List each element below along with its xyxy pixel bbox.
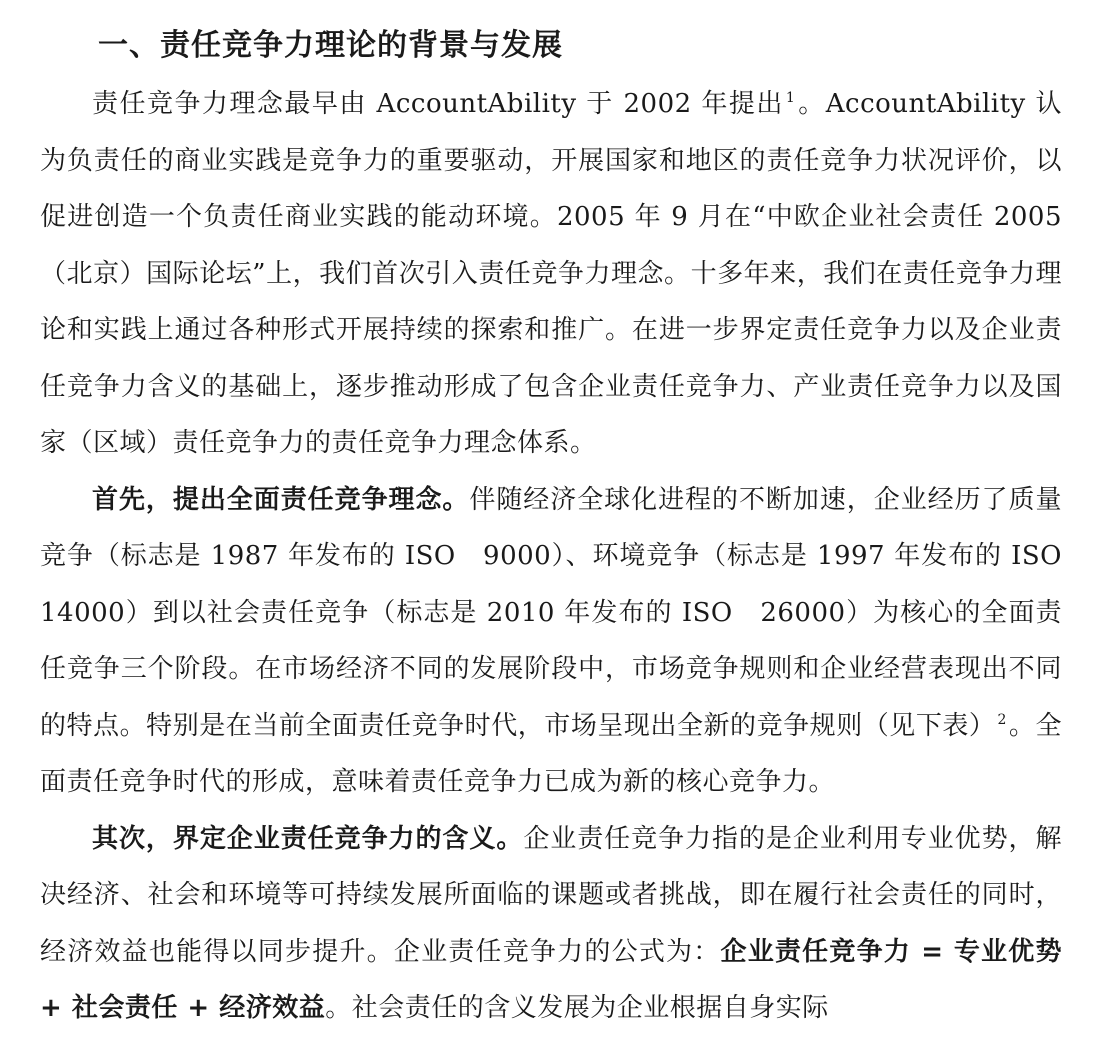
paragraph-3-text-a: 企业责任竞争力指的是企业利用专业优势，解决经济、社会和环境等可持续发展所面临的课题或者挑战，即在履行社会责任的同时，经济效益也能得以同步提升。企业责任竞争力的公式为：: [40, 823, 1062, 967]
paragraph-2-lead: 首先，提出全面责任竞争理念。: [92, 484, 470, 515]
paragraph-3: [40, 811, 1062, 1037]
paragraph-2-text-b: 。全面责任竞争时代的形成，意味着责任竞争力已成为新的核心竞争力。: [40, 710, 1062, 797]
paragraph-2: [40, 472, 1089, 811]
footnote-ref-1[interactable]: 1: [785, 90, 796, 106]
paragraph-1-text-a: 责任竞争力理念最早由 AccountAbility 于 2002 年提出: [92, 89, 784, 119]
formula-text: 企业责任竞争力 = 专业优势 + 社会责任 + 经济效益: [40, 936, 1062, 1023]
section-heading: 一、责任竞争力理论的背景与发展: [98, 28, 563, 63]
paragraph-1-text-b: 。AccountAbility 认为负责任的商业实践是竞争力的重要驱动，开展国家和地区的责任竞争力状况评价，以促进创造一个负责任商业实践的能动环境。2005 年 9 月在“中欧企业社会责任 2005（北京）国际论坛”上，我们首次引入责任竞争力理念。十多年来，我们在责任竞争力理论和实践上通过各种形式开展持续的探索和推广。在进一步界定责任竞争力以及企业责任竞争力含义的基础上，逐步推动形成了包含企业责任竞争力、产业责任竞争力以及国家（区域）责任竞争力的责任竞争力理念体系。: [40, 89, 1062, 458]
paragraph-3-text-b: 。社会责任的含义发展为企业根据自身实际: [325, 993, 829, 1023]
paragraph-1: [40, 76, 1062, 472]
paragraph-3-lead: 其次，界定企业责任竞争力的含义。: [92, 823, 524, 854]
paragraph-2-text-a: 伴随经济全球化进程的不断加速，企业经历了质量竞争（标志是 1987 年发布的 ISO 9000）、环境竞争（标志是 1997 年发布的 ISO 14000）到以社会责任竞争（标志是 2010 年发布的 ISO 26000）为核心的全面责任竞争三个阶段。在市场经济不同的发展阶段中，市场竞争规则和企业经营表现出不同的特点。特别是在当前全面责任竞争时代，市场呈现出全新的竞争规则（见下表）: [40, 484, 1089, 741]
document-page: [40, 22, 1089, 1037]
footnote-ref-2[interactable]: 2: [997, 711, 1007, 728]
